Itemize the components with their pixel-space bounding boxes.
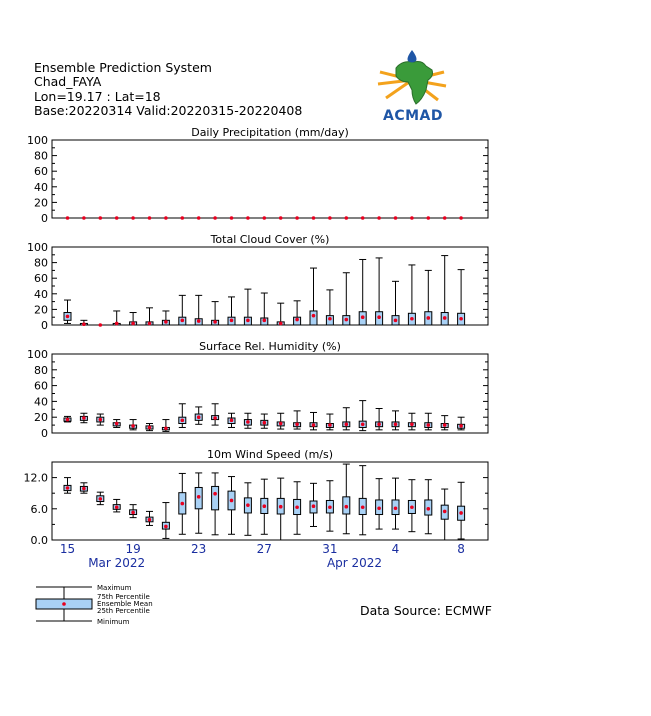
ensemble-mean-point [377,216,381,220]
y-tick-label: 20 [34,196,48,210]
ensemble-mean-point [263,319,267,323]
ensemble-mean-point [131,424,135,428]
ensemble-mean-point [148,216,152,220]
y-tick-label: 6.0 [30,502,48,516]
x-tick-label: 4 [391,542,400,556]
ensemble-mean-point [197,415,201,419]
x-tick-label: 15 [59,542,76,556]
y-tick-label: 40 [34,180,48,194]
ensemble-mean-point [443,423,447,427]
y-tick-label: 20 [34,411,48,425]
ensemble-mean-point [443,316,447,320]
ensemble-mean-point [181,502,185,506]
ensemble-mean-point [394,319,398,323]
panel-frame [52,354,488,433]
ensemble-mean-point [312,314,316,318]
legend-label: Ensemble Mean [97,600,153,608]
ensemble-mean-point [213,492,217,496]
ensemble-mean-point [328,216,332,220]
ensemble-mean-point [115,216,119,220]
ensemble-mean-point [99,497,103,501]
data-source: Data Source: ECMWF [360,603,492,618]
ensemble-mean-point [328,423,332,427]
ensemble-mean-point [213,216,217,220]
header-coordinates: Lon=19.17 : Lat=18 [34,89,161,104]
ensemble-mean-point [394,216,398,220]
y-tick-label: 80 [34,149,48,163]
legend-mean-point [62,602,66,606]
panel-0 [27,126,488,225]
ensemble-mean-point [246,319,250,323]
ensemble-mean-point [377,315,381,319]
panel-3 [24,448,489,547]
ensemble-mean-point [66,486,70,490]
ensemble-mean-point [443,216,447,220]
ensemble-mean-point [443,510,447,514]
ensemble-mean-point [181,319,185,323]
ensemble-mean-point [345,423,349,427]
header-dates: Base:20220314 Valid:20220315-20220408 [34,103,303,118]
ensemble-mean-point [459,511,463,515]
y-tick-label: 100 [27,241,48,254]
header-station: Chad_FAYA [34,74,102,89]
ensemble-mean-point [181,419,185,423]
iqr-box [310,311,317,325]
panel-frame [52,247,488,325]
ensemble-mean-point [328,505,332,509]
y-tick-label: 0 [41,212,48,225]
ensemble-mean-point [246,216,250,220]
y-tick-label: 80 [34,363,48,377]
ensemble-mean-point [164,320,168,324]
y-tick-label: 0 [41,319,48,332]
ensemble-mean-point [148,518,152,522]
ensemble-mean-point [197,495,201,499]
y-tick-label: 0 [41,427,48,440]
panel-title: Daily Precipitation (mm/day) [191,126,349,139]
ensemble-mean-point [345,216,349,220]
panel-1 [27,233,488,332]
x-tick-label: 23 [191,542,207,556]
ensemble-mean-point [279,216,283,220]
ensemble-mean-point [410,317,414,321]
ensemble-mean-point [197,319,201,323]
y-tick-label: 40 [34,395,48,409]
ensemble-mean-point [427,216,431,220]
ensemble-mean-point [99,323,103,327]
ensemble-mean-point [263,216,267,220]
legend-label: Minimum [97,618,130,626]
y-tick-label: 20 [34,303,48,317]
panel-title: Surface Rel. Humidity (%) [199,340,341,353]
ensemble-mean-point [410,423,414,427]
ensemble-mean-point [148,322,152,326]
ensemble-mean-point [213,416,217,420]
ensemble-mean-point [66,216,70,220]
header-title: Ensemble Prediction System [34,60,212,75]
ensemble-mean-point [361,505,365,509]
panel-frame [52,462,488,540]
ensemble-mean-point [427,316,431,320]
ensemble-mean-point [312,423,316,427]
ensemble-mean-point [131,322,135,326]
y-tick-label: 0.0 [30,534,48,547]
ensemble-mean-point [230,319,234,323]
ensemble-mean-point [328,317,332,321]
y-tick-label: 60 [34,165,48,179]
ensemble-mean-point [148,426,152,430]
ensemble-mean-point [246,503,250,507]
x-tick-label: 8 [457,542,465,556]
ensemble-mean-point [66,315,70,319]
y-tick-label: 60 [34,379,48,393]
ensemble-mean-point [410,216,414,220]
ensemble-mean-point [295,423,299,427]
ensemble-mean-point [82,216,86,220]
ensemble-mean-point [263,504,267,508]
ensemble-mean-point [427,507,431,511]
ensemble-mean-point [230,499,234,503]
x-tick-label: 19 [125,542,141,556]
ensemble-mean-point [361,423,365,427]
ensemble-mean-point [312,216,316,220]
panel-title: 10m Wind Speed (m/s) [206,448,334,461]
y-tick-label: 80 [34,256,48,270]
ensemble-mean-point [197,216,201,220]
ensemble-mean-point [263,421,267,425]
ensemble-mean-point [66,418,70,422]
ensemble-mean-point [115,322,119,326]
ensemble-mean-point [82,322,86,326]
x-month-label: Mar 2022 [88,556,146,570]
ensemble-mean-point [295,216,299,220]
ensemble-mean-point [230,419,234,423]
ensemble-mean-point [99,216,103,220]
ensemble-mean-point [427,423,431,427]
x-tick-label: 31 [322,542,338,556]
ensemble-mean-point [164,525,168,529]
ensemble-mean-point [345,505,349,509]
ensemble-mean-point [361,216,365,220]
ensemble-mean-point [246,420,250,424]
ensemble-mean-point [164,426,168,430]
ensemble-mean-point [459,317,463,321]
ensemble-mean-point [459,424,463,428]
panel-title: Total Cloud Cover (%) [210,233,330,246]
ensemble-mean-point [99,418,103,422]
y-tick-label: 100 [27,134,48,147]
panel-frame [52,140,488,218]
ensemble-mean-point [131,511,135,515]
ensemble-mean-point [279,422,283,426]
ensemble-mean-point [115,422,119,426]
x-tick-label: 27 [256,542,272,556]
y-tick-label: 40 [34,287,48,301]
ensemble-mean-point [115,505,119,509]
ensemble-mean-point [279,322,283,326]
ensemble-mean-point [295,505,299,509]
ensemble-mean-point [361,315,365,319]
ensemble-mean-point [82,487,86,491]
y-tick-label: 60 [34,272,48,286]
ensemble-mean-point [230,216,234,220]
legend-label: 75th Percentile [97,593,150,601]
ensemble-mean-point [377,423,381,427]
ensemble-mean-point [164,216,168,220]
acmad-logo-text: ACMAD [383,108,443,124]
legend-label: Maximum [97,584,132,592]
ensemble-mean-point [377,506,381,510]
ensemble-mean-point [131,216,135,220]
ensemble-mean-point [181,216,185,220]
ensemble-mean-point [279,505,283,509]
ensemble-mean-point [345,318,349,322]
y-tick-label: 100 [27,348,48,361]
iqr-box [212,486,219,509]
ensemble-mean-point [295,318,299,322]
y-tick-label: 12.0 [23,471,48,485]
ensemble-mean-point [213,320,217,324]
ensemble-mean-point [394,423,398,427]
ensemble-mean-point [394,506,398,510]
ensemble-mean-point [459,216,463,220]
ensemble-mean-point [82,416,86,420]
ensemble-mean-point [410,505,414,509]
legend-label: 25th Percentile [97,607,150,615]
panel-2 [27,340,488,440]
x-month-label: Apr 2022 [326,556,383,570]
ensemble-mean-point [312,504,316,508]
